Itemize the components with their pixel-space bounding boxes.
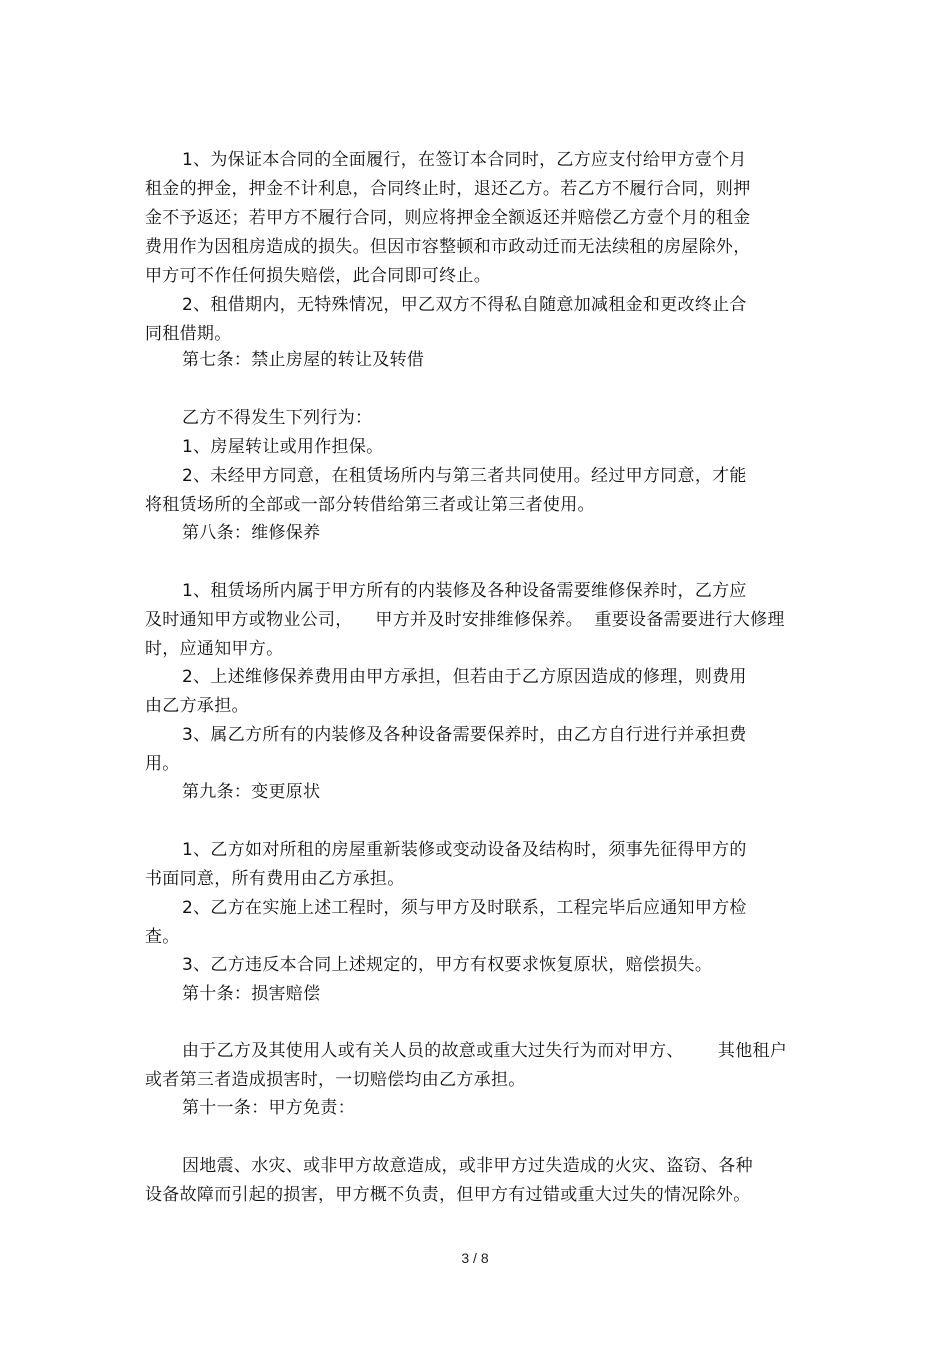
page-number: 3 / 8 bbox=[461, 1250, 489, 1266]
paragraph-line: 同租借期。 bbox=[145, 324, 232, 344]
paragraph-line: 及时通知甲方或物业公司， 甲方并及时安排维修保养。 重要设备需要进行大修理 bbox=[145, 610, 785, 630]
paragraph-line: 1、为保证本合同的全面履行，在签订本合同时，乙方应支付给甲方壹个月 bbox=[182, 150, 747, 170]
paragraph-line: 用。 bbox=[145, 754, 180, 774]
paragraph-line: 2、上述维修保养费用由甲方承担，但若由于乙方原因造成的修理，则费用 bbox=[182, 667, 747, 687]
paragraph-line: 2、租借期内，无特殊情况，甲乙双方不得私自随意加减租金和更改终止合 bbox=[182, 295, 747, 315]
paragraph-line: 由乙方承担。 bbox=[145, 696, 249, 716]
paragraph-line: 2、未经甲方同意，在租赁场所内与第三者共同使用。经过甲方同意，才能 bbox=[182, 466, 747, 486]
paragraph-line: 费用作为因租房造成的损失。但因市容整顿和市政动迁而无法续租的房屋除外， bbox=[145, 237, 751, 257]
paragraph-line: 书面同意，所有费用由乙方承担。 bbox=[145, 869, 405, 889]
section-heading: 第八条：维修保养 bbox=[182, 523, 321, 543]
paragraph-line: 租金的押金，押金不计利息，合同终止时，退还乙方。若乙方不履行合同，则押 bbox=[145, 179, 751, 199]
paragraph-line: 金不予返还；若甲方不履行合同，则应将押金全额返还并赔偿乙方壹个月的租金 bbox=[145, 208, 751, 228]
paragraph-line: 由于乙方及其使用人或有关人员的故意或重大过失行为而对甲方、 其他租户 bbox=[182, 1041, 788, 1061]
paragraph-line: 因地震、水灾、或非甲方故意造成，或非甲方过失造成的火灾、盗窃、各种 bbox=[182, 1156, 753, 1176]
section-heading: 第十一条：甲方免责： bbox=[182, 1098, 355, 1118]
paragraph-line: 查。 bbox=[145, 927, 180, 947]
paragraph-line: 1、乙方如对所租的房屋重新装修或变动设备及结构时，须事先征得甲方的 bbox=[182, 840, 747, 860]
paragraph-line: 甲方可不作任何损失赔偿，此合同即可终止。 bbox=[145, 266, 491, 286]
paragraph-line: 3、属乙方所有的内装修及各种设备需要保养时，由乙方自行进行并承担费 bbox=[182, 725, 747, 745]
section-heading: 第十条：损害赔偿 bbox=[182, 984, 321, 1004]
section-heading: 第九条：变更原状 bbox=[182, 782, 321, 802]
paragraph-line: 1、房屋转让或用作担保。 bbox=[182, 437, 384, 457]
paragraph-line: 时，应通知甲方。 bbox=[145, 639, 284, 659]
paragraph-line: 3、乙方违反本合同上述规定的，甲方有权要求恢复原状，赔偿损失。 bbox=[182, 955, 713, 975]
paragraph-line: 将租赁场所的全部或一部分转借给第三者或让第三者使用。 bbox=[145, 495, 595, 515]
paragraph-line: 或者第三者造成损害时，一切赔偿均由乙方承担。 bbox=[145, 1070, 526, 1090]
section-heading: 第七条：禁止房屋的转让及转借 bbox=[182, 350, 425, 370]
paragraph-line: 乙方不得发生下列行为： bbox=[182, 408, 373, 428]
paragraph-line: 设备故障而引起的损害，甲方概不负责，但甲方有过错或重大过失的情况除外。 bbox=[145, 1185, 751, 1205]
paragraph-line: 1、租赁场所内属于甲方所有的内装修及各种设备需要维修保养时，乙方应 bbox=[182, 581, 747, 601]
paragraph-line: 2、乙方在实施上述工程时，须与甲方及时联系，工程完毕后应通知甲方检 bbox=[182, 898, 747, 918]
